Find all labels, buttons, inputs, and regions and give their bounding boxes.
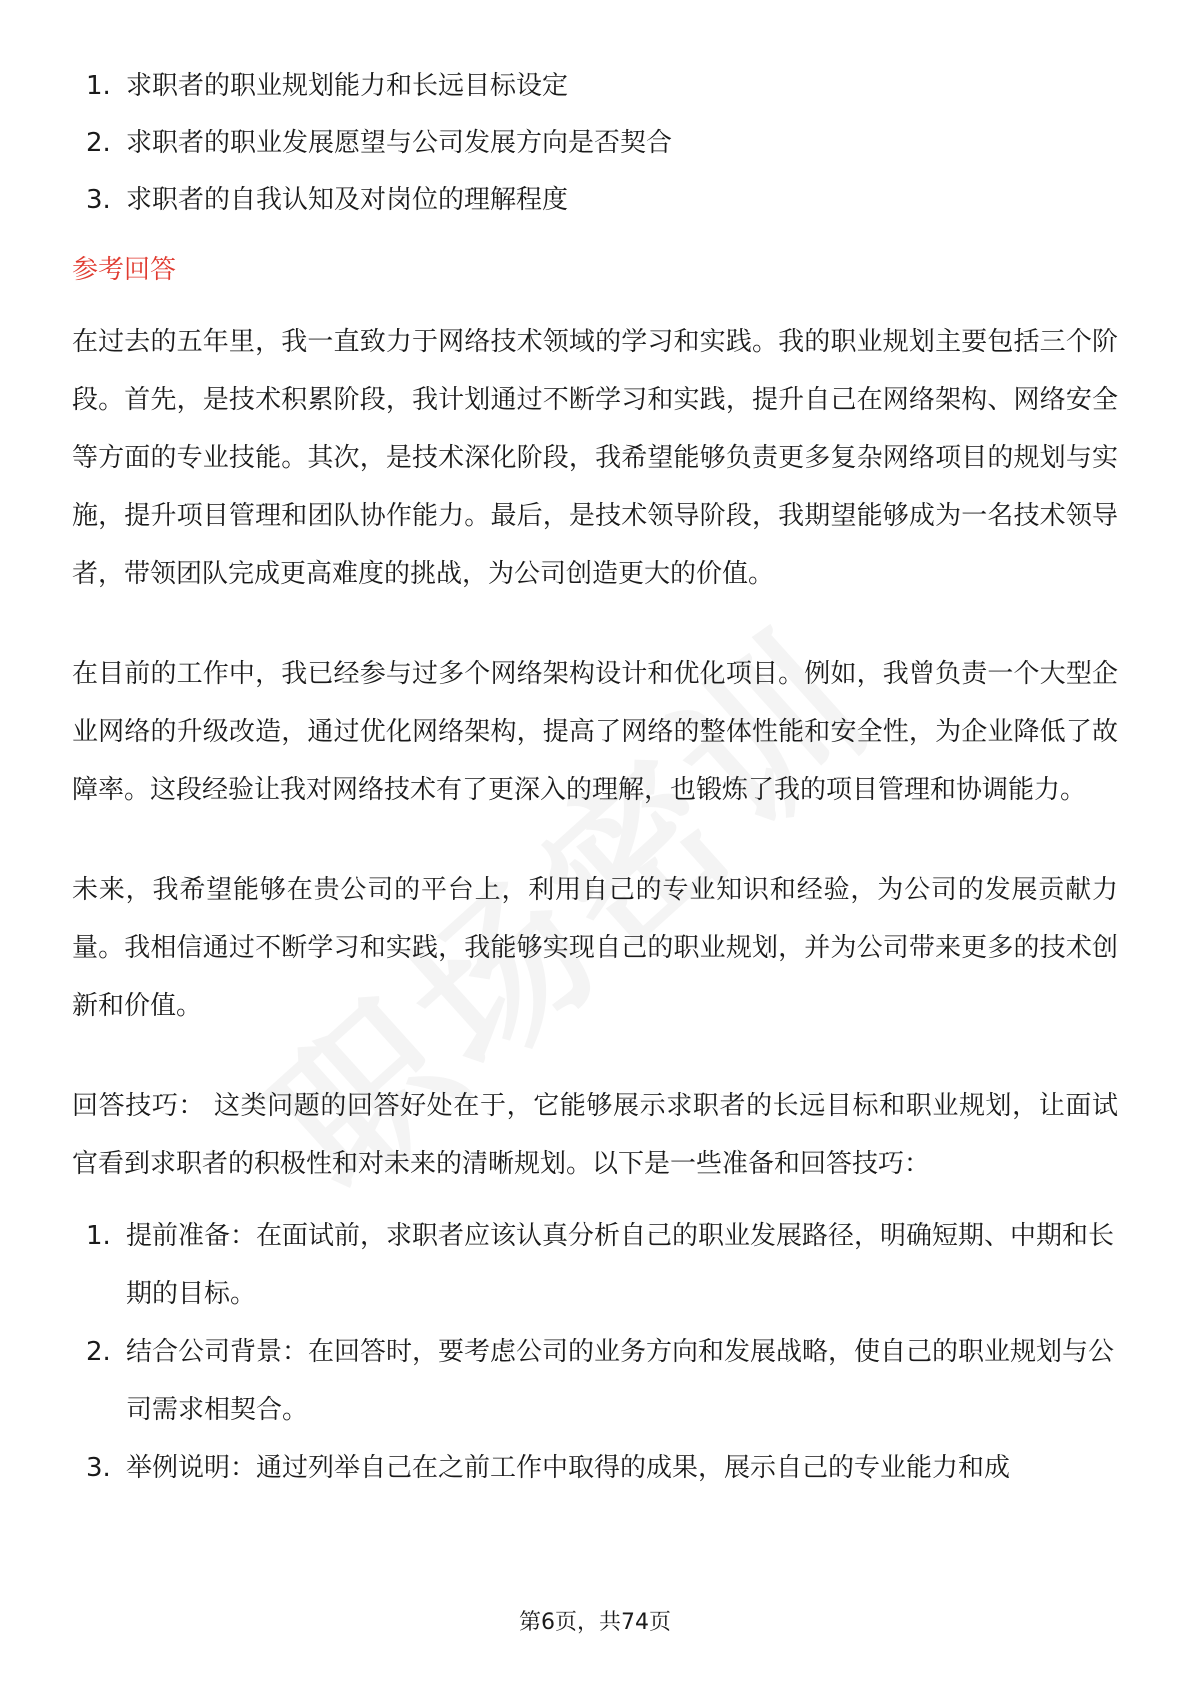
tips-list (72, 1207, 1118, 1497)
list-number: 3. (86, 185, 111, 215)
list-item (72, 115, 1118, 172)
answer-heading: 参考回答 (72, 255, 177, 285)
list-item-text: 求职者的职业发展愿望与公司发展方向是否契合 (126, 128, 673, 158)
list-item (72, 1323, 1118, 1439)
list-number: 1. (86, 1221, 111, 1251)
answer-paragraph: 在目前的工作中，我已经参与过多个网络架构设计和优化项目。例如，我曾负责一个大型企业网络的升级改造，通过优化网络架构，提高了网络的整体性能和安全性，为企业降低了故障率。这段经验让我对网络技术有了更深入的理解，也锻炼了我的项目管理和协调能力。 (72, 659, 1118, 805)
page-content (72, 58, 1118, 1497)
list-item (72, 172, 1118, 229)
criteria-list (72, 58, 1118, 229)
list-number: 3. (86, 1453, 111, 1483)
list-item-text: 提前准备：在面试前，求职者应该认真分析自己的职业发展路径，明确短期、中期和长期的目标。 (126, 1221, 1115, 1309)
answer-paragraph: 未来，我希望能够在贵公司的平台上，利用自己的专业知识和经验，为公司的发展贡献力量。我相信通过不断学习和实践，我能够实现自己的职业规划，并为公司带来更多的技术创新和价值。 (72, 875, 1118, 1021)
list-item-text: 求职者的自我认知及对岗位的理解程度 (126, 185, 569, 215)
list-item (72, 58, 1118, 115)
tips-intro-paragraph: 回答技巧： 这类问题的回答好处在于，它能够展示求职者的长远目标和职业规划，让面试官看到求职者的积极性和对未来的清晰规划。以下是一些准备和回答技巧： (72, 1091, 1118, 1179)
list-number: 1. (86, 71, 111, 101)
page-number: 第6页，共74页 (519, 1610, 671, 1635)
list-number: 2. (86, 128, 111, 158)
list-item-text: 举例说明：通过列举自己在之前工作中取得的成果，展示自己的专业能力和成 (126, 1453, 1011, 1483)
list-number: 2. (86, 1337, 111, 1367)
answer-paragraph: 在过去的五年里，我一直致力于网络技术领域的学习和实践。我的职业规划主要包括三个阶段。首先，是技术积累阶段，我计划通过不断学习和实践，提升自己在网络架构、网络安全等方面的专业技能。其次，是技术深化阶段，我希望能够负责更多复杂网络项目的规划与实施，提升项目管理和团队协作能力。最后，是技术领导阶段，我期望能够成为一名技术领导者，带领团队完成更高难度的挑战，为公司创造更大的价值。 (72, 327, 1118, 589)
list-item (72, 1207, 1118, 1323)
list-item (72, 1439, 1118, 1497)
list-item-text: 求职者的职业规划能力和长远目标设定 (126, 71, 569, 101)
list-item-text: 结合公司背景：在回答时，要考虑公司的业务方向和发展战略，使自己的职业规划与公司需求相契合。 (126, 1337, 1115, 1425)
